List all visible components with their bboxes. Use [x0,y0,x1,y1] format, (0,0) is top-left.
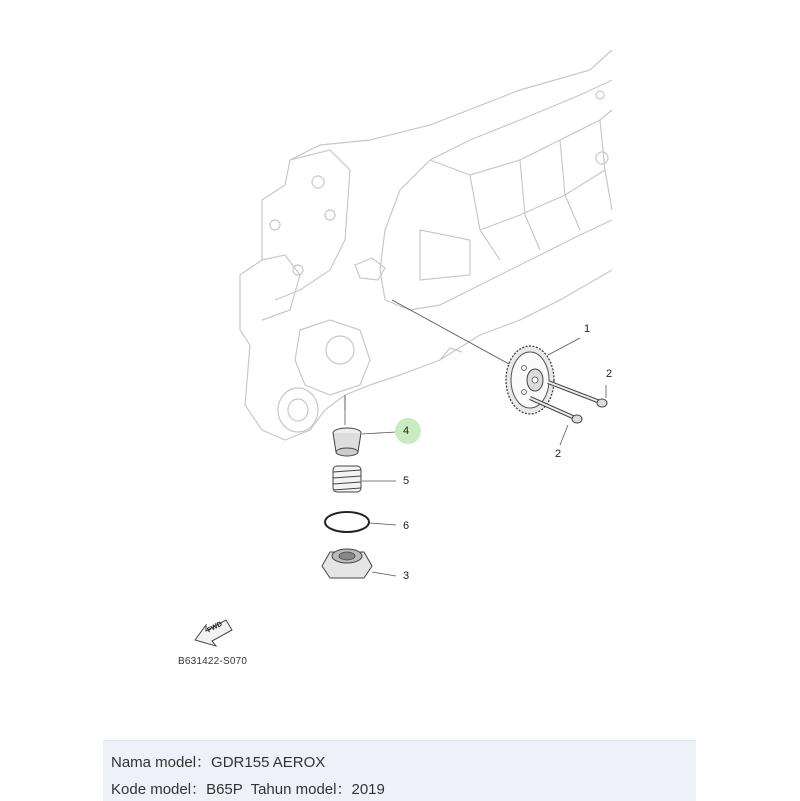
model-code-row [111,778,385,799]
strainer-part-4 [333,428,396,456]
callout-4: 4 [403,425,410,437]
diagram-code: B631422-S070 [178,656,248,667]
plug-part-3 [322,549,396,578]
model-name-label: Nama model： [111,754,212,771]
model-name-value: GDR155 AEROX [211,754,326,771]
callout-6: 6 [403,520,410,532]
callout-1: 1 [584,323,591,335]
model-code-value: B65P [206,781,243,798]
spring-part-5 [333,466,396,492]
callout-2b: 2 [555,448,562,460]
fwd-label: FWD [206,620,224,635]
o-ring-part-6 [325,512,396,532]
year-value: 2019 [351,781,385,798]
callout-3: 3 [403,570,410,582]
model-info-panel [103,740,696,801]
year-label: Tahun model： [250,781,352,798]
bolt-part-2-upper [548,382,607,407]
callout-2a: 2 [606,368,613,380]
callout-5: 5 [403,475,410,487]
assembly-line [392,300,520,370]
crankcase-outline [240,50,612,440]
model-name-row [111,751,325,772]
model-code-label: Kode model： [111,781,207,798]
